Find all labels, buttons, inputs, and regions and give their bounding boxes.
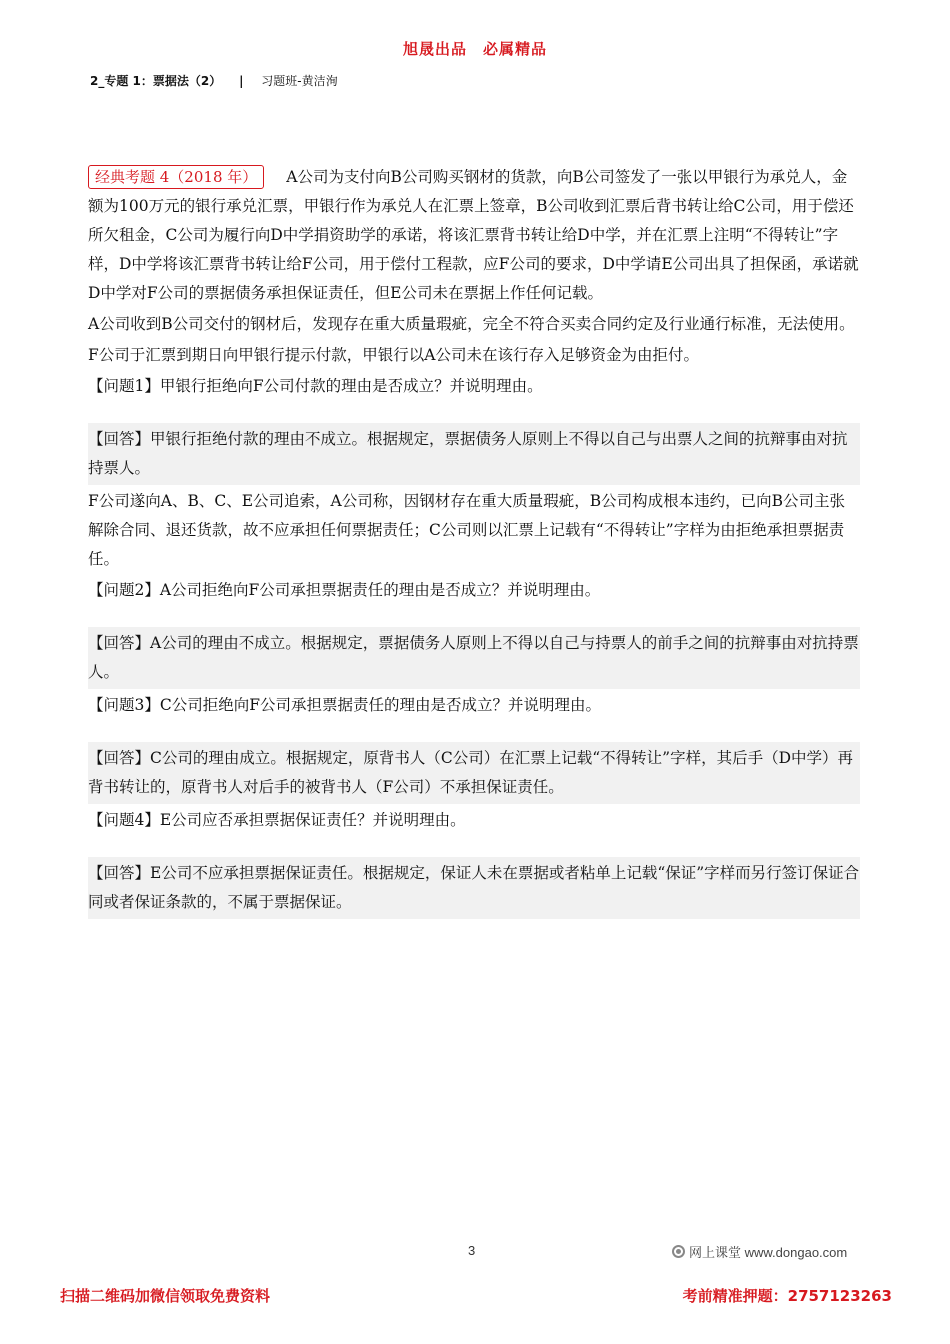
question-2: 【问题2】A公司拒绝向F公司承担票据责任的理由是否成立？并说明理由。 [88,581,601,599]
case-paragraph-4: F公司遂向A、B、C、E公司追索，A公司称，因钢材存在重大质量瑕疵，B公司构成根本违约，已向B公司主张解除合同、退还货款，故不应承担任何票据责任；C公司则以汇票上记载有“不得转让”字样为由拒绝承担票据责任。 [88,492,845,568]
answer-2: 【回答】A公司的理由不成立。根据规定，票据债务人原则上不得以自己与持票人的前手之间的抗辩事由对抗持票人。 [88,627,860,689]
running-header [90,72,338,89]
question-4: 【问题4】E公司应否承担票据保证责任？并说明理由。 [88,811,466,829]
case-paragraph-2: A公司收到B公司交付的钢材后，发现存在重大质量瑕疵，完全不符合买卖合同约定及行业通行标准，无法使用。 [88,315,855,333]
dongao-logo-icon [672,1245,685,1258]
question-1: 【问题1】甲银行拒绝向F公司付款的理由是否成立？并说明理由。 [88,377,543,395]
course-name: 习题班-黄洁洵 [261,74,338,88]
site-logo [672,1242,847,1261]
answer-1: 【回答】甲银行拒绝付款的理由不成立。根据规定，票据债务人原则上不得以自己与出票人之间的抗辩事由对抗持票人。 [88,423,860,485]
exam-tag: 经典考题 4（2018 年） [88,165,264,189]
answer-4: 【回答】E公司不应承担票据保证责任。根据规定，保证人未在票据或者粘单上记载“保证”字样而另行签订保证合同或者保证条款的，不属于票据保证。 [88,857,860,919]
header-separator: | [239,74,244,88]
page-number: 3 [468,1243,476,1258]
question-3: 【问题3】C公司拒绝向F公司承担票据责任的理由是否成立？并说明理由。 [88,696,601,714]
case-content [88,163,860,921]
case-paragraph-3: F公司于汇票到期日向甲银行提示付款，甲银行以A公司未在该行存入足够资金为由拒付。 [88,346,699,364]
footer-promo-right: 考前精准押题：2757123263 [682,1287,892,1305]
case-intro-text: A公司为支付向B公司购买钢材的货款，向B公司签发了一张以甲银行为承兑人，金额为100万元的银行承兑汇票，甲银行作为承兑人在汇票上签章，B公司收到汇票后背书转让给C公司，用于偿还所欠租金，C公司为履行向D中学捐资助学的承诺，将该汇票背书转让给D中学，并在汇票上注明“不得转让”字样，D中学将该汇票背书转让给F公司，用于偿付工程款，应F公司的要求，D中学请E公司出具了担保函，承诺就D中学对F公司的票据债务承担保证责任，但E公司未在票据上作任何记载。 [88,168,859,302]
chapter-title: 2_专题 1：票据法（2） [90,74,222,88]
site-url: 网上课堂 www.dongao.com [689,1245,848,1260]
answer-3: 【回答】C公司的理由成立。根据规定，原背书人（C公司）在汇票上记载“不得转让”字样，其后手（D中学）再背书转让的，原背书人对后手的被背书人（F公司）不承担保证责任。 [88,742,860,804]
footer-promo-left: 扫描二维码加微信领取免费资料 [60,1287,271,1305]
case-intro [88,163,860,308]
top-banner: 旭晟出品 必属精品 [402,40,547,58]
